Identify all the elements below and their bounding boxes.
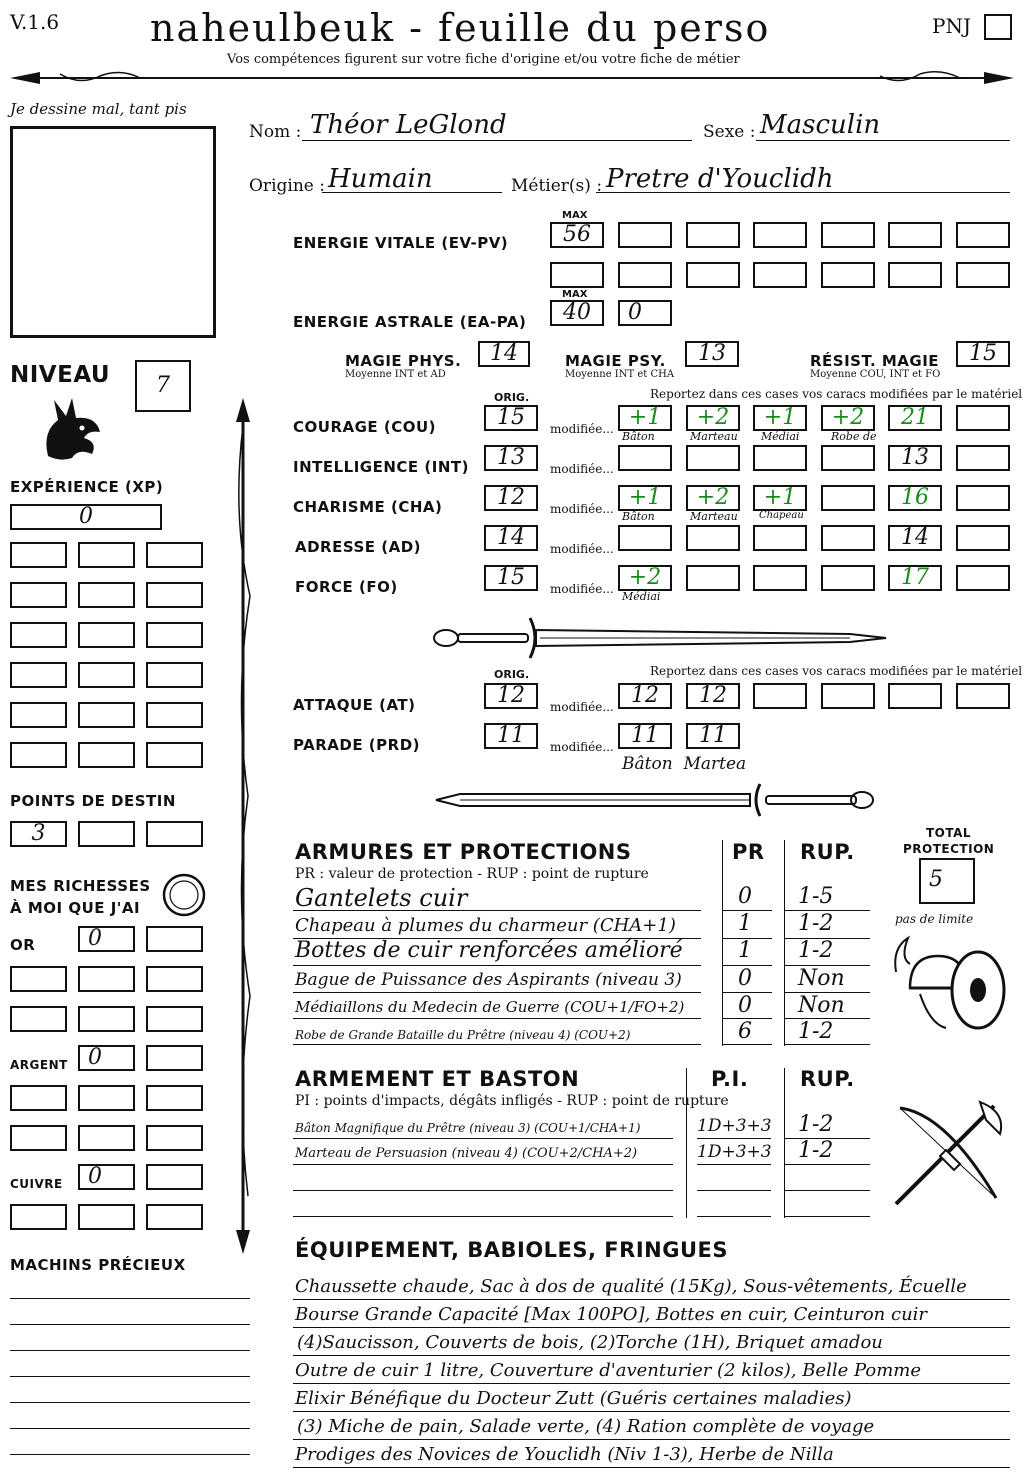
ev-box[interactable] — [618, 222, 672, 248]
pnj-checkbox[interactable] — [984, 14, 1012, 40]
magie-psy-note: Moyenne INT et CHA — [565, 369, 675, 380]
cuivre-box[interactable] — [146, 1204, 203, 1230]
metier-line — [596, 192, 1010, 193]
cha-orig-box[interactable] — [484, 485, 538, 511]
equipement-rule — [293, 1439, 1010, 1440]
weapon-pi[interactable]: 1D+3+3 — [697, 1142, 772, 1162]
argent-box[interactable] — [78, 1045, 135, 1071]
ev-box[interactable] — [618, 262, 672, 288]
ea-current-value: 0 — [628, 300, 642, 325]
armures-pr-header: PR — [732, 840, 765, 864]
coin-icon — [161, 872, 207, 918]
armement-note: PI : points d'impacts, dégâts infligés - RUP : point de rupture — [295, 1093, 729, 1109]
ev-label: ENERGIE VITALE (EV-PV) — [293, 234, 509, 252]
destin-box[interactable] — [146, 821, 203, 847]
cou-mod-source: Médiai — [761, 430, 800, 443]
fo-final-box[interactable] — [888, 565, 942, 591]
cuivre-value: 0 — [88, 1164, 102, 1189]
helmet-shield-icon — [890, 928, 1010, 1038]
equipement-rule — [293, 1383, 1010, 1384]
equipement-title: ÉQUIPEMENT, BABIOLES, FRINGUES — [295, 1238, 728, 1262]
caracs-orig-label: ORIG. — [494, 391, 530, 404]
equipement-rule — [293, 1355, 1010, 1356]
prd-label: PARADE (PRD) — [293, 736, 421, 754]
armor-line — [293, 992, 701, 993]
cuivre-box[interactable] — [78, 1164, 135, 1190]
cou-mod-source: Bâton — [622, 430, 655, 443]
equipement-line[interactable]: (3) Miche de pain, Salade verte, (4) Ration complète de voyage — [297, 1416, 875, 1437]
int-mod-box[interactable] — [618, 445, 672, 471]
armor-name[interactable]: Médiaillons du Medecin de Guerre (COU+1/FO+2) — [295, 998, 685, 1016]
cha-final-value: 16 — [901, 485, 929, 510]
xp-value: 0 — [79, 504, 93, 529]
magie-phys-label: MAGIE PHYS. — [345, 352, 462, 370]
ev-box[interactable] — [888, 262, 942, 288]
destin-value: 3 — [31, 821, 46, 846]
prd-mod-box[interactable] — [686, 723, 740, 749]
armement-divider — [784, 1068, 785, 1218]
xp-grid-box[interactable] — [146, 542, 203, 568]
ad-mod-box[interactable] — [753, 525, 807, 551]
no-limit-label: pas de limite — [895, 912, 974, 926]
int-mod-box[interactable] — [753, 445, 807, 471]
weapon-rup[interactable]: 1-2 — [798, 1112, 834, 1137]
magie-phys-box[interactable] — [478, 341, 530, 367]
spear-divider-icon — [0, 64, 1024, 94]
cou-modifie-label: modifiée... — [550, 422, 614, 436]
armures-divider — [722, 840, 723, 1046]
ad-modifie-label: modifiée... — [550, 542, 614, 556]
sword-icon — [430, 612, 890, 662]
cou-mod-box[interactable] — [753, 405, 807, 443]
origine-label: Origine : — [249, 176, 325, 196]
or-box[interactable] — [146, 966, 203, 992]
destin-box[interactable] — [78, 821, 135, 847]
or-box[interactable] — [146, 926, 203, 952]
cou-mod-box[interactable] — [618, 405, 672, 443]
armor-pr[interactable]: 1 — [738, 938, 752, 963]
nom-line — [302, 140, 692, 141]
combat-weapon-names: Bâton Martea — [622, 754, 747, 774]
ad-mod-box[interactable] — [821, 525, 875, 551]
equipement-rule — [293, 1467, 1010, 1468]
equipement-line[interactable]: Elixir Bénéfique du Docteur Zutt (Guéris certaines maladies) — [295, 1388, 852, 1409]
ad-label: ADRESSE (AD) — [295, 538, 422, 556]
weapon-line — [293, 1138, 673, 1139]
cou-mod-source: Robe de — [831, 430, 877, 443]
ea-max-value: 40 — [563, 300, 591, 325]
argent-box[interactable] — [78, 1125, 135, 1151]
magie-psy-value: 13 — [698, 341, 726, 366]
armor-line — [293, 965, 701, 966]
cha-mod-box[interactable] — [686, 485, 740, 523]
fo-mod-box[interactable] — [618, 565, 672, 603]
sword-icon — [430, 780, 880, 820]
xp-grid-box[interactable] — [146, 742, 203, 768]
ev-max-box[interactable] — [550, 222, 604, 248]
ev-box[interactable] — [686, 222, 740, 248]
int-modifie-label: modifiée... — [550, 462, 614, 476]
armor-rup[interactable]: 1-5 — [798, 884, 834, 909]
ad-final-box[interactable] — [888, 525, 942, 551]
int-orig-box[interactable] — [484, 445, 538, 471]
machins-line[interactable] — [10, 1402, 250, 1403]
cha-mod-box[interactable] — [753, 485, 807, 521]
armures-divider — [784, 840, 785, 1046]
portrait-caption: Je dessine mal, tant pis — [10, 100, 187, 118]
magie-phys-value: 14 — [490, 341, 518, 366]
sheet-subtitle: Vos compétences figurent sur votre fiche d'origine et/ou votre fiche de métier — [227, 52, 740, 67]
version-label: V.1.6 — [10, 10, 60, 34]
xp-grid-box[interactable] — [146, 622, 203, 648]
fo-label: FORCE (FO) — [295, 578, 398, 596]
xp-grid-box[interactable] — [10, 702, 67, 728]
argent-box[interactable] — [146, 1045, 203, 1071]
or-value: 0 — [88, 926, 102, 951]
portrait-box[interactable] — [10, 126, 216, 338]
fo-orig-box[interactable] — [484, 565, 538, 591]
cha-mod-box[interactable] — [821, 485, 875, 511]
armor-name[interactable]: Robe de Grande Bataille du Prêtre (niveau 4) (COU+2) — [295, 1028, 631, 1042]
cou-final-value: 21 — [901, 405, 929, 430]
total-protection-label: TOTAL — [926, 826, 972, 840]
fo-mod-source: Médiai — [622, 590, 661, 603]
ev-box[interactable] — [821, 262, 875, 288]
total-protection-value: 5 — [929, 867, 943, 892]
sexe-value[interactable]: Masculin — [760, 110, 881, 140]
armement-divider — [686, 1068, 687, 1218]
magie-psy-box[interactable] — [685, 341, 739, 367]
or-box[interactable] — [146, 1006, 203, 1032]
xp-grid-box[interactable] — [78, 662, 135, 688]
machins-label: MACHINS PRÉCIEUX — [10, 1256, 186, 1274]
equipement-rule — [293, 1299, 1010, 1300]
destin-label: POINTS DE DESTIN — [10, 792, 176, 810]
xp-grid-box[interactable] — [78, 702, 135, 728]
or-box[interactable] — [10, 1006, 67, 1032]
armor-name[interactable]: Gantelets cuir — [295, 884, 468, 912]
argent-box[interactable] — [146, 1085, 203, 1111]
at-mod-box[interactable] — [686, 683, 740, 709]
ev-box[interactable] — [550, 262, 604, 288]
prd-mod-value: 11 — [699, 723, 727, 748]
cou-orig-box[interactable] — [484, 405, 538, 431]
armor-rup-line — [784, 1044, 870, 1045]
armement-title: ARMEMENT ET BASTON — [295, 1067, 580, 1091]
armures-rup-header: RUP. — [800, 840, 855, 864]
at-modifie-label: modifiée... — [550, 700, 614, 714]
machins-line[interactable] — [10, 1324, 250, 1325]
weapon-name[interactable]: Marteau de Persuasion (niveau 4) (COU+2/CHA+2) — [295, 1146, 638, 1161]
cha-mod-source: Bâton — [622, 510, 655, 523]
ea-box[interactable] — [618, 300, 672, 326]
richesses-label-2: À MOI QUE J'AI — [10, 899, 141, 917]
cuivre-box[interactable] — [146, 1164, 203, 1190]
ea-max-box[interactable] — [550, 300, 604, 326]
xp-grid-box[interactable] — [10, 622, 67, 648]
at-mod-box[interactable] — [753, 683, 807, 709]
metier-value[interactable]: Pretre d'Youclidh — [606, 164, 834, 194]
at-label: ATTAQUE (AT) — [293, 696, 416, 714]
cou-label: COURAGE (COU) — [293, 418, 437, 436]
armor-rup[interactable]: 1-2 — [798, 911, 834, 936]
ev-box[interactable] — [686, 262, 740, 288]
xp-grid-box[interactable] — [78, 542, 135, 568]
prd-orig-box[interactable] — [484, 723, 538, 749]
nom-value[interactable]: Théor LeGlond — [310, 110, 507, 140]
dragon-icon — [38, 392, 106, 464]
armor-line — [293, 1018, 701, 1019]
xp-grid-box[interactable] — [78, 742, 135, 768]
cha-extra-box[interactable] — [956, 485, 1010, 511]
weapon-name[interactable]: Bâton Magnifique du Prêtre (niveau 3) (COU+1/CHA+1) — [295, 1121, 641, 1135]
ea-max-label: MAX — [562, 289, 588, 300]
xp-label: EXPÉRIENCE (XP) — [10, 478, 164, 496]
weapon-pi-line — [697, 1138, 771, 1139]
cha-mod-value: +1 — [628, 485, 662, 510]
destin-box[interactable] — [10, 821, 67, 847]
sexe-line — [756, 140, 1010, 141]
armor-name[interactable]: Chapeau à plumes du charmeur (CHA+1) — [295, 915, 676, 936]
prd-modifie-label: modifiée... — [550, 740, 614, 754]
sexe-label: Sexe : — [703, 122, 756, 142]
fo-mod-box[interactable] — [686, 565, 740, 591]
weapon-pi[interactable]: 1D+3+3 — [697, 1116, 772, 1136]
argent-value: 0 — [88, 1045, 102, 1070]
xp-grid-box[interactable] — [78, 582, 135, 608]
niveau-box[interactable] — [135, 360, 191, 412]
int-final-value: 13 — [901, 445, 929, 470]
cou-mod-value: +1 — [763, 405, 797, 430]
ev-box[interactable] — [956, 262, 1010, 288]
combat-report-note: Reportez dans ces cases vos caracs modifiées par le matériel — [650, 664, 1023, 678]
armor-line — [293, 910, 701, 911]
at-mod-value: 12 — [631, 683, 659, 708]
niveau-value: 7 — [156, 373, 170, 398]
cha-orig-value: 12 — [497, 485, 525, 510]
weapon-line[interactable] — [293, 1216, 673, 1217]
combat-orig-label: ORIG. — [494, 668, 530, 681]
cha-mod-source: Marteau — [690, 510, 738, 523]
weapon-rup[interactable]: 1-2 — [798, 1138, 834, 1163]
ea-label: ENERGIE ASTRALE (EA-PA) — [293, 313, 527, 331]
int-label: INTELLIGENCE (INT) — [293, 458, 469, 476]
at-orig-box[interactable] — [484, 683, 538, 709]
int-mod-box[interactable] — [821, 445, 875, 471]
cha-mod-value: +1 — [763, 485, 797, 510]
ev-max-value: 56 — [563, 222, 591, 247]
at-mod-box[interactable] — [618, 683, 672, 709]
niveau-label: NIVEAU — [10, 362, 111, 388]
metier-label: Métier(s) : — [511, 176, 603, 196]
weapon-pi-line[interactable] — [697, 1216, 771, 1217]
cou-mod-source: Marteau — [690, 430, 738, 443]
cha-mod-value: +2 — [696, 485, 730, 510]
cou-extra-box[interactable] — [956, 405, 1010, 431]
xp-grid-box[interactable] — [146, 582, 203, 608]
armor-name[interactable]: Bague de Puissance des Aspirants (niveau 3) — [295, 970, 682, 990]
ad-orig-box[interactable] — [484, 525, 538, 551]
weapon-rup-line — [784, 1164, 870, 1165]
equipement-line[interactable]: Prodiges des Novices de Youclidh (Niv 1-3), Herbe de Nilla — [295, 1444, 834, 1465]
xp-grid-box[interactable] — [10, 662, 67, 688]
resist-magie-label: RÉSIST. MAGIE — [810, 352, 940, 370]
weapon-rup-line[interactable] — [784, 1190, 870, 1191]
xp-grid-box[interactable] — [146, 702, 203, 728]
or-box[interactable] — [78, 926, 135, 952]
ad-mod-box[interactable] — [686, 525, 740, 551]
or-box[interactable] — [10, 966, 67, 992]
equipement-line[interactable]: (4)Saucisson, Couverts de bois, (2)Torche (1H), Briquet amadou — [297, 1332, 883, 1353]
caracs-report-note: Reportez dans ces cases vos caracs modifiées par le matériel — [650, 387, 1023, 401]
armor-pr[interactable]: 0 — [738, 884, 752, 909]
or-box[interactable] — [78, 966, 135, 992]
ad-orig-value: 14 — [497, 525, 525, 550]
at-mod-box[interactable] — [956, 683, 1010, 709]
armor-pr[interactable]: 6 — [738, 1019, 752, 1044]
cou-mod-value: +2 — [696, 405, 730, 430]
at-mod-box[interactable] — [888, 683, 942, 709]
fo-orig-value: 15 — [497, 565, 525, 590]
total-protection-box[interactable] — [919, 858, 975, 904]
weapon-line[interactable] — [293, 1190, 673, 1191]
argent-label: ARGENT — [10, 1058, 68, 1072]
armement-rup-header: RUP. — [800, 1067, 855, 1091]
cou-orig-value: 15 — [497, 405, 525, 430]
armor-rup[interactable]: 1-2 — [798, 1019, 834, 1044]
cou-final-box[interactable] — [888, 405, 942, 431]
fo-mod-box[interactable] — [753, 565, 807, 591]
resist-magie-value: 15 — [969, 341, 997, 366]
equipement-line[interactable]: Outre de cuir 1 litre, Couverture d'aventurier (2 kilos), Belle Pomme — [295, 1360, 921, 1381]
weapon-pi-line — [697, 1164, 771, 1165]
weapon-rup-line[interactable] — [784, 1216, 870, 1217]
equipement-rule — [293, 1327, 1010, 1328]
ev-box[interactable] — [753, 222, 807, 248]
prd-mod-value: 11 — [631, 723, 659, 748]
weapon-line — [293, 1164, 673, 1165]
argent-box[interactable] — [10, 1085, 67, 1111]
equipement-rule — [293, 1411, 1010, 1412]
machins-line[interactable] — [10, 1350, 250, 1351]
at-orig-value: 12 — [497, 683, 525, 708]
armor-pr[interactable]: 0 — [738, 993, 752, 1018]
ev-box[interactable] — [888, 222, 942, 248]
cha-final-box[interactable] — [888, 485, 942, 511]
sheet-title: naheulbeuk - feuille du perso — [150, 6, 771, 50]
prd-orig-value: 11 — [497, 723, 525, 748]
cou-mod-value: +1 — [628, 405, 662, 430]
fo-mod-value: +2 — [628, 565, 662, 590]
cha-mod-box[interactable] — [618, 485, 672, 523]
armor-rup[interactable]: 1-2 — [798, 938, 834, 963]
cou-mod-box[interactable] — [686, 405, 740, 443]
ev-box[interactable] — [753, 262, 807, 288]
argent-box[interactable] — [78, 1085, 135, 1111]
xp-grid-box[interactable] — [10, 542, 67, 568]
int-final-box[interactable] — [888, 445, 942, 471]
weapon-pi-line[interactable] — [697, 1190, 771, 1191]
magie-psy-label: MAGIE PSY. — [565, 352, 666, 370]
pnj-label: PNJ — [932, 14, 971, 38]
ad-mod-box[interactable] — [618, 525, 672, 551]
machins-line[interactable] — [10, 1376, 250, 1377]
argent-box[interactable] — [146, 1125, 203, 1151]
equipement-line[interactable]: Chaussette chaude, Sac à dos de qualité (15Kg), Sous-vêtements, Écuelle — [295, 1276, 967, 1297]
armures-title: ARMURES ET PROTECTIONS — [295, 840, 632, 864]
at-mod-value: 12 — [699, 683, 727, 708]
int-orig-value: 13 — [497, 445, 525, 470]
machins-line[interactable] — [10, 1428, 250, 1429]
equipement-line[interactable]: Bourse Grande Capacité [Max 100PO], Bottes en cuir, Ceinturon cuir — [295, 1304, 928, 1325]
cuivre-label: CUIVRE — [10, 1177, 63, 1191]
ad-extra-box[interactable] — [956, 525, 1010, 551]
crossed-weapons-icon — [886, 1094, 1010, 1216]
armor-name[interactable]: Bottes de cuir renforcées amélioré — [295, 938, 683, 963]
armures-note: PR : valeur de protection - RUP : point de rupture — [295, 866, 649, 882]
armement-pi-header: P.I. — [711, 1067, 749, 1091]
armor-rup[interactable]: Non — [798, 993, 845, 1018]
argent-box[interactable] — [10, 1125, 67, 1151]
or-box[interactable] — [78, 1006, 135, 1032]
at-mod-box[interactable] — [821, 683, 875, 709]
cou-mod-value: +2 — [831, 405, 865, 430]
ev-box[interactable] — [821, 222, 875, 248]
cuivre-box[interactable] — [10, 1204, 67, 1230]
xp-box[interactable] — [10, 504, 162, 530]
prd-mod-box[interactable] — [618, 723, 672, 749]
fo-mod-box[interactable] — [821, 565, 875, 591]
armor-rup[interactable]: Non — [798, 966, 845, 991]
armor-pr[interactable]: 1 — [738, 911, 752, 936]
nom-label: Nom : — [249, 122, 302, 142]
armor-line — [293, 1044, 701, 1045]
cha-modifie-label: modifiée... — [550, 502, 614, 516]
xp-grid-box[interactable] — [10, 742, 67, 768]
xp-grid-box[interactable] — [78, 622, 135, 648]
ad-final-value: 14 — [901, 525, 929, 550]
cha-label: CHARISME (CHA) — [293, 498, 443, 516]
resist-magie-note: Moyenne COU, INT et FO — [810, 369, 941, 380]
cuivre-box[interactable] — [78, 1204, 135, 1230]
fo-modifie-label: modifiée... — [550, 582, 614, 596]
origine-line — [322, 192, 502, 193]
total-protection-label-2: PROTECTION — [903, 842, 995, 856]
or-label: OR — [10, 936, 36, 954]
ev-box[interactable] — [956, 222, 1010, 248]
cha-mod-source: Chapeau — [759, 510, 804, 521]
armor-pr-line — [722, 1044, 772, 1045]
machins-line[interactable] — [10, 1298, 250, 1299]
int-extra-box[interactable] — [956, 445, 1010, 471]
richesses-label: MES RICHESSES — [10, 877, 151, 895]
xp-grid-box[interactable] — [10, 582, 67, 608]
fo-final-value: 17 — [901, 565, 929, 590]
ev-max-label: MAX — [562, 210, 588, 221]
vertical-spear-icon — [228, 396, 258, 1256]
cou-mod-box[interactable] — [821, 405, 877, 443]
int-mod-box[interactable] — [686, 445, 740, 471]
xp-grid-box[interactable] — [146, 662, 203, 688]
magie-phys-note: Moyenne INT et AD — [345, 369, 446, 380]
origine-value[interactable]: Humain — [328, 164, 433, 194]
machins-line[interactable] — [10, 1454, 250, 1455]
resist-magie-box[interactable] — [956, 341, 1010, 367]
armor-pr[interactable]: 0 — [738, 966, 752, 991]
fo-extra-box[interactable] — [956, 565, 1010, 591]
